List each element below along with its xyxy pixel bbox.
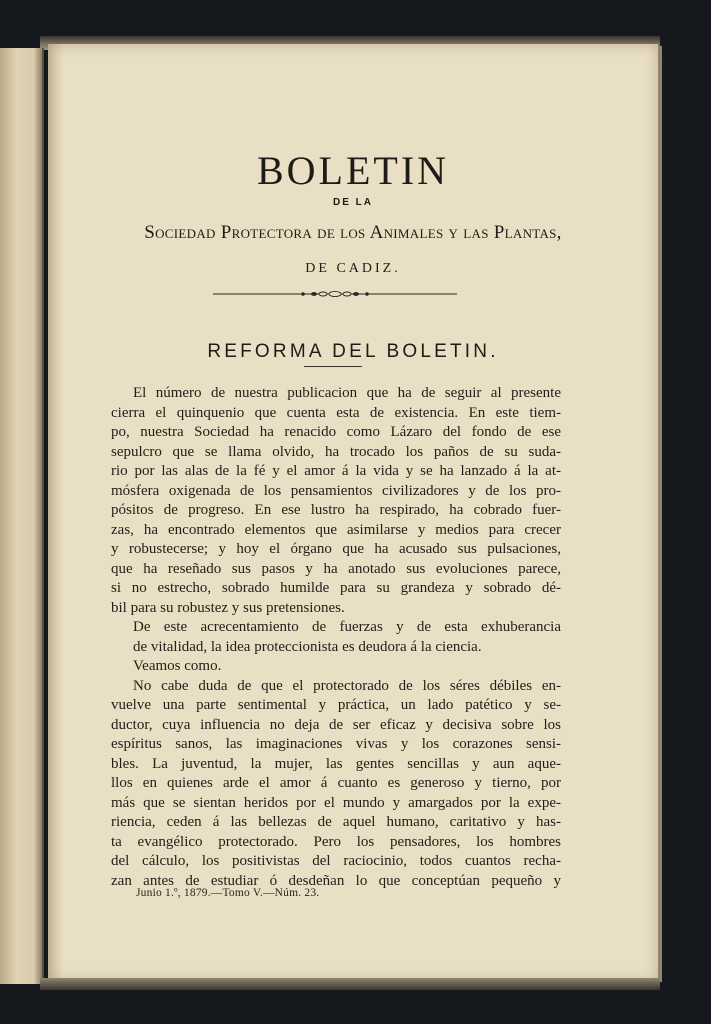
city-name: DE CADIZ.: [305, 261, 401, 276]
body-line: po, nuestra Sociedad ha renacido como Lázaro del fondo de ese: [111, 424, 561, 440]
body-line: si no estrecho, sobrado humilde para su grandeza y sobrado dé-: [111, 580, 561, 596]
issue-footer: Junio 1.º, 1879.—Tomo V.—Núm. 23.: [136, 887, 320, 899]
body-line: bil para su robustez y sus pretensiones.: [111, 599, 345, 616]
body-line: y robustecerse; y hoy el órgano que ha acusado sus pulsaciones,: [111, 541, 561, 557]
body-line: ductor, cuya influencia no deja de ser eficaz y decisiva sobre los: [111, 716, 561, 733]
body-line: Veamos como.: [133, 658, 222, 674]
body-line: No cabe duda de que el protectorado de los séres débiles en-: [133, 677, 561, 694]
society-name: Sociedad Protectora de los Animales y las Plantas,: [144, 222, 562, 243]
page-edge: [658, 46, 662, 982]
body-line: más que se sientan heridos por el mundo y amargados por la expe-: [111, 794, 561, 811]
body-line: espíritus sanos, las imaginaciones vivas y los corazones sensi-: [111, 736, 561, 752]
body-line: mósfera oxigenada de los pensamientos civilizadores y de los pro-: [111, 482, 561, 499]
body-line: rio por las alas de la fé y el amor á la vida y se ha lanzado á la at-: [111, 463, 561, 479]
journal-subtitle-small: DE LA: [333, 197, 373, 208]
section-heading: REFORMA DEL BOLETIN.: [207, 341, 499, 362]
body-line: bles. La juventud, la mujer, las gentes sencillas y aun aque-: [111, 755, 561, 772]
body-line: zas, ha encontrado elementos que asimilarse y medios para crecer: [111, 521, 561, 538]
body-line: cierra el quinquenio que cuenta esta de existencia. En este tiem-: [111, 404, 561, 421]
book-spine-bottom: [40, 978, 660, 990]
body-line: pósitos de progreso. En ese lustro ha respirado, ha cobrado fuer-: [111, 502, 561, 518]
body-line: sepulcro que se llama olvido, ha trocado los paños de su suda-: [111, 443, 561, 460]
body-line: vuelve una parte sentimental y práctica, un lado patético y se-: [111, 697, 561, 713]
body-line: del cálculo, los positivistas del raciocinio, todos cuantos recha-: [111, 853, 561, 869]
document-page: [48, 44, 658, 982]
heading-underline: [304, 366, 362, 367]
ornamental-divider: [213, 290, 457, 298]
body-line: que ha reseñado sus pasos y ha anotado sus evoluciones parece,: [111, 560, 561, 577]
body-line: de vitalidad, la idea proteccionista es deudora á la ciencia.: [133, 638, 482, 655]
body-line: llos en quienes arde el amor á cuanto es generoso y tierno, por: [111, 775, 561, 791]
body-line: De este acrecentamiento de fuerzas y de esta exhuberancia: [133, 619, 561, 635]
body-line: riencia, ceden á las bellezas de aquel humano, caritativo y has-: [111, 814, 561, 830]
body-line: ta evangélico protectorado. Pero los pensadores, los hombres: [111, 833, 561, 850]
facing-page-edge: [0, 48, 44, 984]
article-body: [111, 384, 561, 891]
body-line: El número de nuestra publicacion que ha de seguir al presente: [133, 385, 561, 401]
journal-title: BOLETIN: [256, 148, 450, 193]
body-line: zan antes de estudiar ó desdeñan lo que conceptúan pequeño y: [111, 872, 561, 889]
